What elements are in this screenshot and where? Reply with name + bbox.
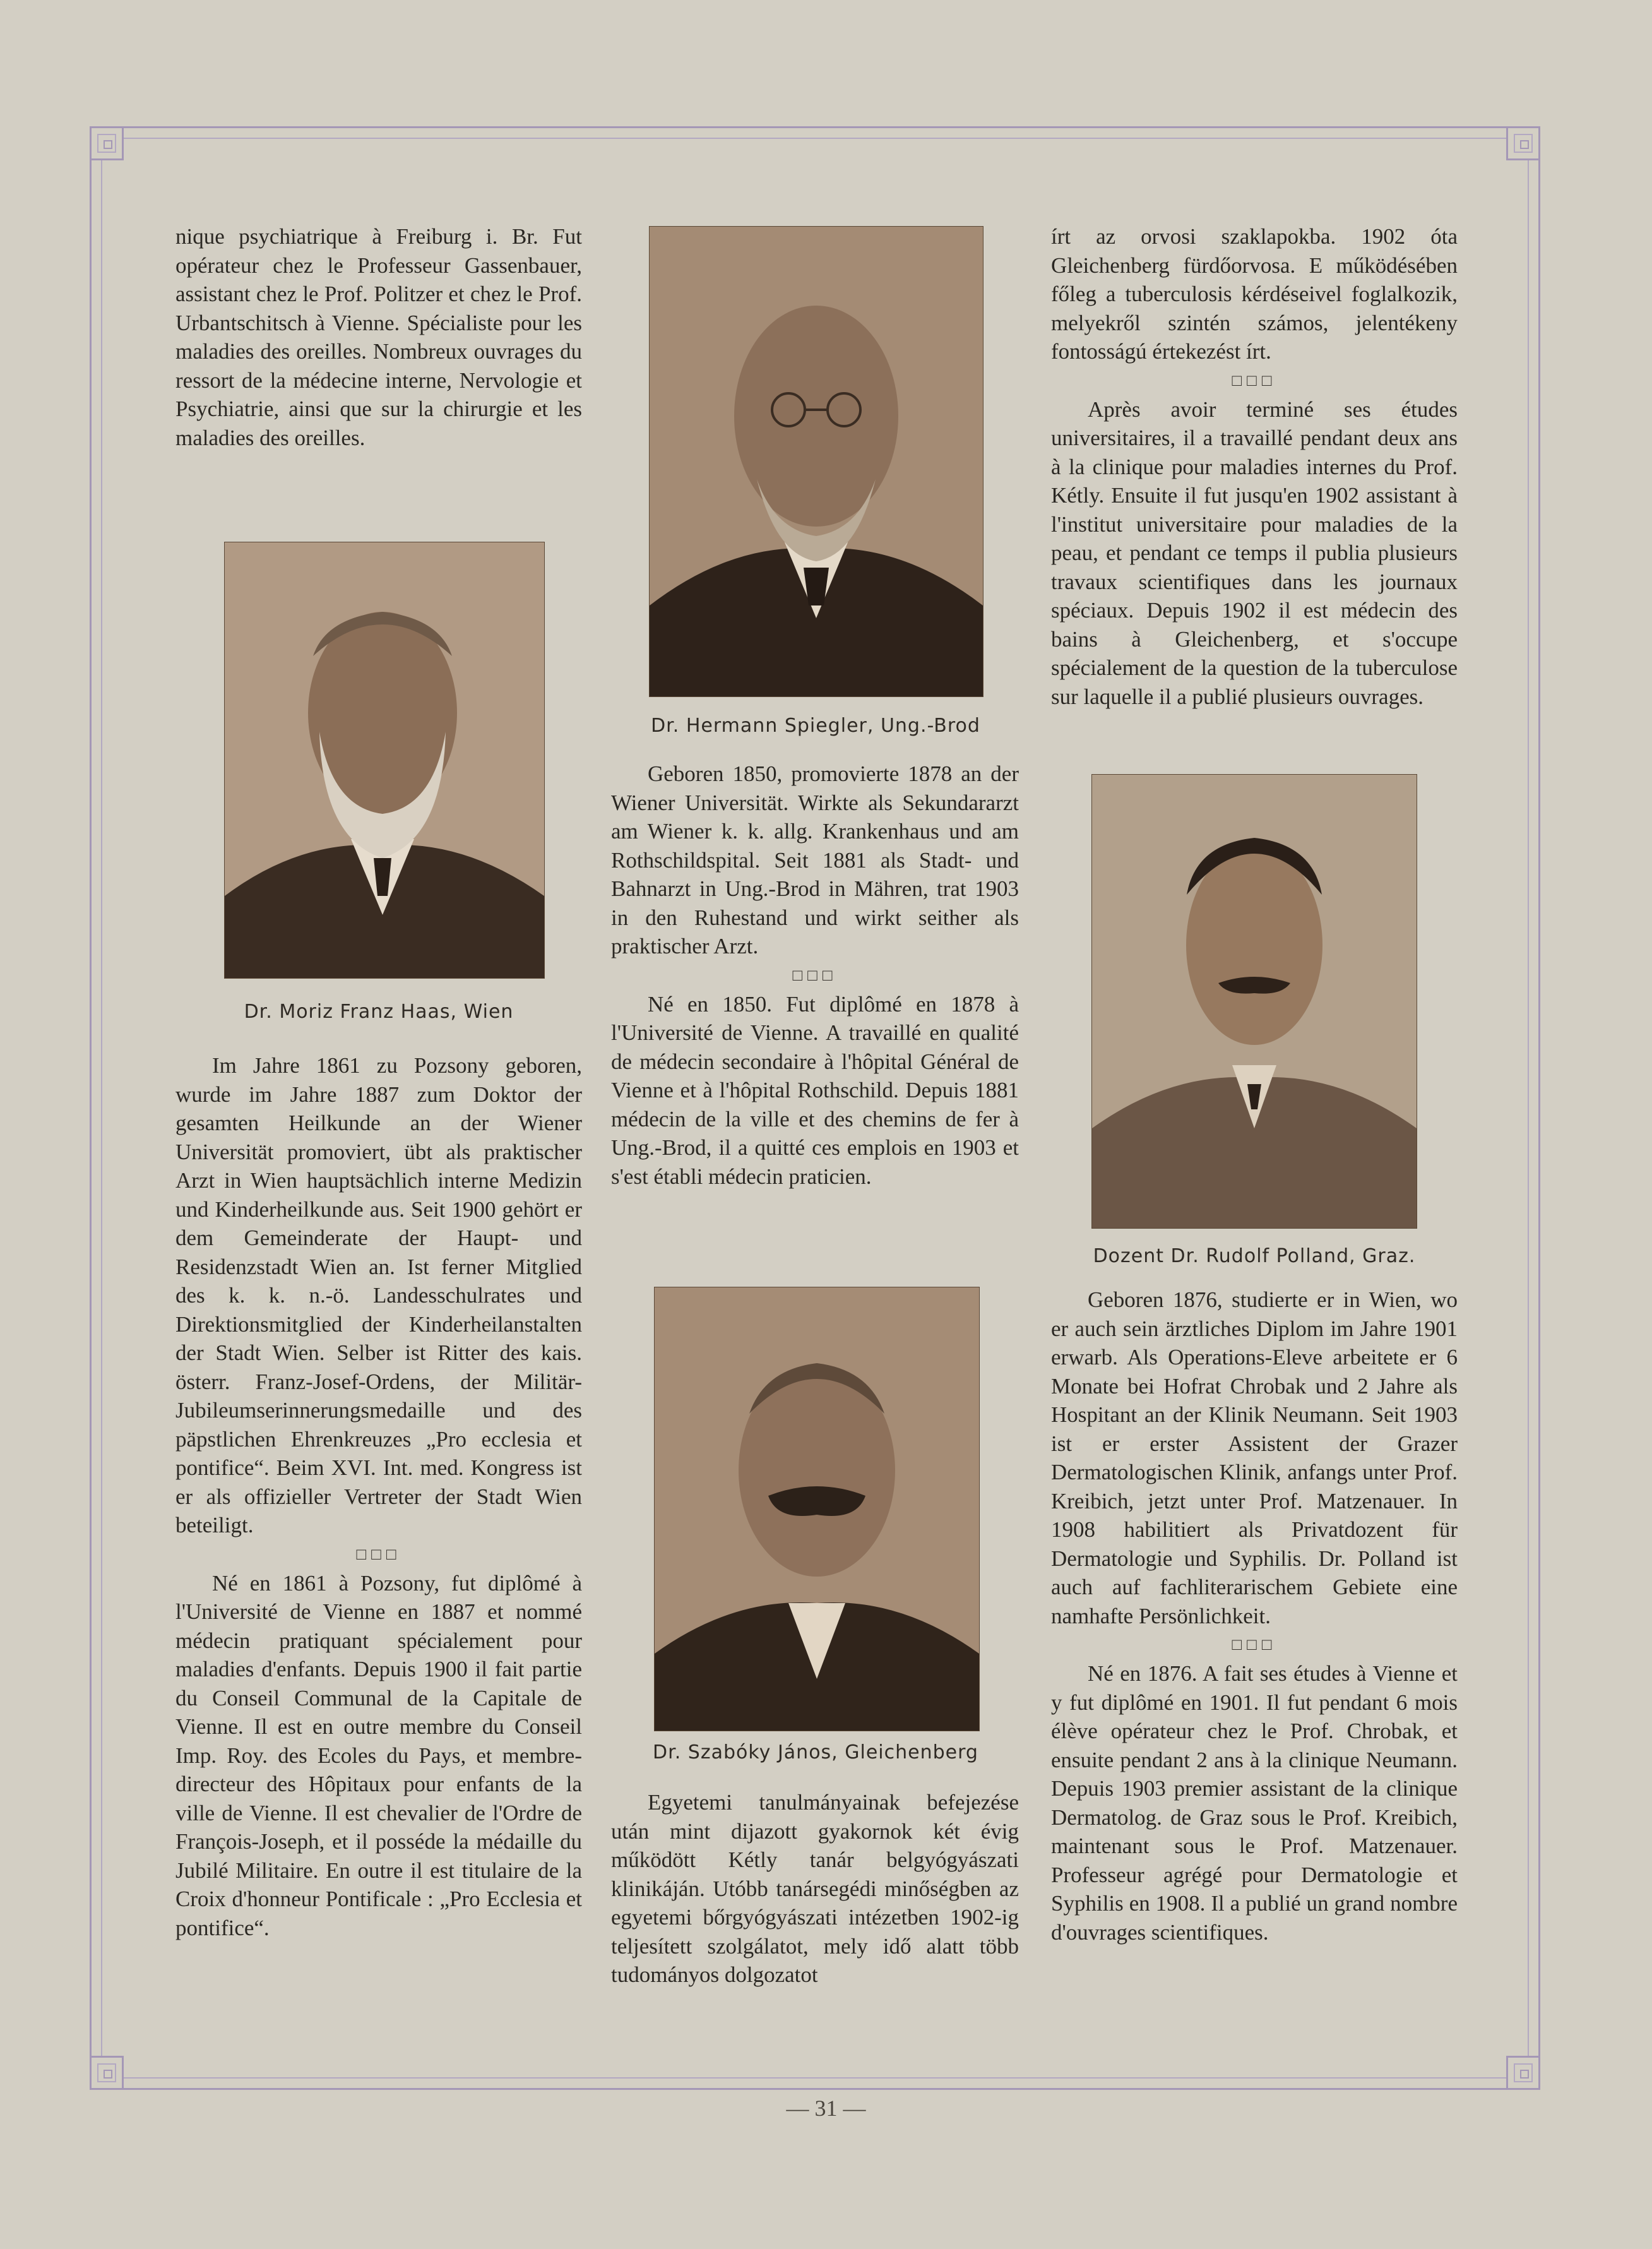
column-2-hungarian <box>611 1788 1019 1989</box>
hungarian-continued: írt az orvosi szaklapokba. 1902 óta Gleichenberg fürdőorvosa. E működésében főleg a tuberculosis kérdéseivel foglalkozik, melyekről szintén számos, jelentékeny fontosságú értekezést írt. <box>1051 224 1458 364</box>
frame-corner-bottom-left <box>90 2056 124 2090</box>
portrait-polland <box>1091 774 1417 1229</box>
frame-corner-top-left <box>90 126 124 160</box>
column-3-body <box>1051 1286 1458 1947</box>
caption-szaboky: Dr. Szabóky János, Gleichenberg <box>653 1741 978 1763</box>
caption-haas: Dr. Moriz Franz Haas, Wien <box>244 1001 514 1023</box>
french-paragraph-1: Après avoir terminé ses études universitaires, il a travaillé pendant deux ans à la clinique pour maladies internes du Prof. Kétly. Ensuite il fut jusqu'en 1902 assistant à l'institut universitaire pour maladies de la peau, et pendant ce temps il publia plusieurs travaux scientifiques dans les journaux spéciaux. Depuis 1902 il est médecin des bains à Gleichenberg, et s'occupe spécialement de la question de la tuberculose sur laquelle il a publié plusieurs ouvrages. <box>1051 397 1458 709</box>
german-paragraph: Im Jahre 1861 zu Pozsony geboren, wurde im Jahre 1887 zum Doktor der gesamten Heilkunde an der Wiener Universität promoviert, übt als praktischer Arzt in Wien hauptsächlich interne Medizin und Kinderheilkunde aus. Seit 1900 gehört er dem Gemeinderate der Haupt- und Residenzstadt Wien an. Ist ferner Mitglied des k. k. n.-ö. Landesschulrates und Direktionsmitglied der Kinderheilanstalten der Stadt Wien. Selber ist Ritter des kais. österr. Franz-Josef-Ordens, der Militär-Jubileumserinnerungsmedaille und des päpstlichen Ehrenkreuzes „Pro ecclesia et pontifice“. Beim XVI. Int. med. Kongress ist er als offizieller Vertreter der Stadt Wien beteiligt. <box>175 1053 582 1537</box>
caption-spiegler: Dr. Hermann Spiegler, Ung.-Brod <box>651 715 980 737</box>
column-2-body <box>611 760 1019 1191</box>
french-paragraph: Né en 1850. Fut diplômé en 1878 à l'Université de Vienne. A travaillé en qualité de médecin secondaire à l'hôpital Général de Vienne et à l'hôpital Rothschild. Depuis 1881 médecin de la ville et des chemins de fer à Ung.-Brod, il a quitté ces emplois en 1903 et s'est établi médecin praticien. <box>611 991 1019 1189</box>
section-separator: □□□ <box>1232 371 1277 390</box>
french-paragraph-2: Né en 1876. A fait ses études à Vienne et y fut diplômé en 1901. Il fut pendant 6 mois élève opérateur chez le Prof. Chrobak, et ensuite pendant 2 ans à la clinique Neumann. Depuis 1903 premier assistant de la clinique Dermatolog. de Graz sous le Prof. Kreibich, maintenant sous le Prof. Matzenauer. Professeur agrégé pour Dermatologie et Syphilis en 1908. Il a publié un grand nombre d'ouvrages scientifiques. <box>1051 1661 1458 1945</box>
portrait-haas <box>224 542 545 979</box>
frame-corner-top-right <box>1506 126 1540 160</box>
french-paragraph: Né en 1861 à Pozsony, fut diplômé à l'Université de Vienne en 1887 et nommé médecin pratiquant spécialement pour maladies d'enfants. Depuis 1900 il fait partie du Conseil Communal de la Capitale de Vienne. Il est en outre membre du Conseil Imp. Roy. des Ecoles du Pays, et membre-directeur des Hôpitaux pour enfants de la ville de Vienne. Il est chevalier de l'Ordre de François-Joseph, et il posséde la médaille du Jubilé Militaire. En outre il est titulaire de la Croix d'honneur Pontificale : „Pro Ecclesia et pontifice“. <box>175 1570 582 1940</box>
portrait-spiegler <box>649 226 983 697</box>
german-paragraph: Geboren 1876, studierte er in Wien, wo er auch sein ärztliches Diplom im Jahre 1901 erwarb. Als Operations-Eleve arbeitete er 6 Monate bei Hofrat Chrobak und 2 Jahre als Hospitant an der Klinik Neumann. Seit 1903 ist er erster Assistent der Grazer Dermatologischen Klinik, anfangs unter Prof. Kreibich, jetzt unter Prof. Matzenauer. In 1908 habilitiert als Privatdozent für Dermatologie und Syphilis. Dr. Polland ist auch auf fachliterarischem Gebiete eine namhafte Persönlichkeit. <box>1051 1287 1458 1628</box>
section-separator: □□□ <box>356 1544 401 1563</box>
caption-polland: Dozent Dr. Rudolf Polland, Graz. <box>1093 1245 1416 1267</box>
section-separator: □□□ <box>1232 1635 1277 1654</box>
portrait-szaboky <box>654 1287 980 1731</box>
column-1-body <box>175 1051 582 1942</box>
page-number: — 31 — <box>786 2096 866 2121</box>
german-paragraph: Geboren 1850, promovierte 1878 an der Wiener Universität. Wirkte als Sekundararzt am Wiener k. k. allg. Krankenhaus und am Rothschildspital. Seit 1881 als Stadt- und Bahnarzt in Ung.-Brod in Mähren, trat 1903 in den Ruhestand und wirkt seither als praktischer Arzt. <box>611 761 1019 958</box>
column-3-top <box>1051 222 1458 711</box>
frame-corner-bottom-right <box>1506 2056 1540 2090</box>
intro-paragraph: nique psychiatrique à Freiburg i. Br. Fut opérateur chez le Professeur Gassenbauer, assistant chez le Prof. Politzer et chez le Prof. Urbantschitsch à Vienne. Spécialiste pour les maladies des oreilles. Nombreux ouvrages du ressort de la médecine interne, Nervologie et Psychiatrie, ainsi que sur la chirurgie et les maladies des oreilles. <box>175 224 582 450</box>
section-separator: □□□ <box>792 965 838 984</box>
hungarian-paragraph: Egyetemi tanulmányainak befejezése után mint dijazott gyakornok két évig működött Kétly tanár belgyógyászati klinikáján. Utóbb tanársegédi minőségben az egyetemi bőrgyógyászati intézetben 1902-ig teljesített szolgálatot, mely idő alatt több tudományos dolgozatot <box>611 1790 1019 1987</box>
column-1-intro <box>175 222 582 452</box>
